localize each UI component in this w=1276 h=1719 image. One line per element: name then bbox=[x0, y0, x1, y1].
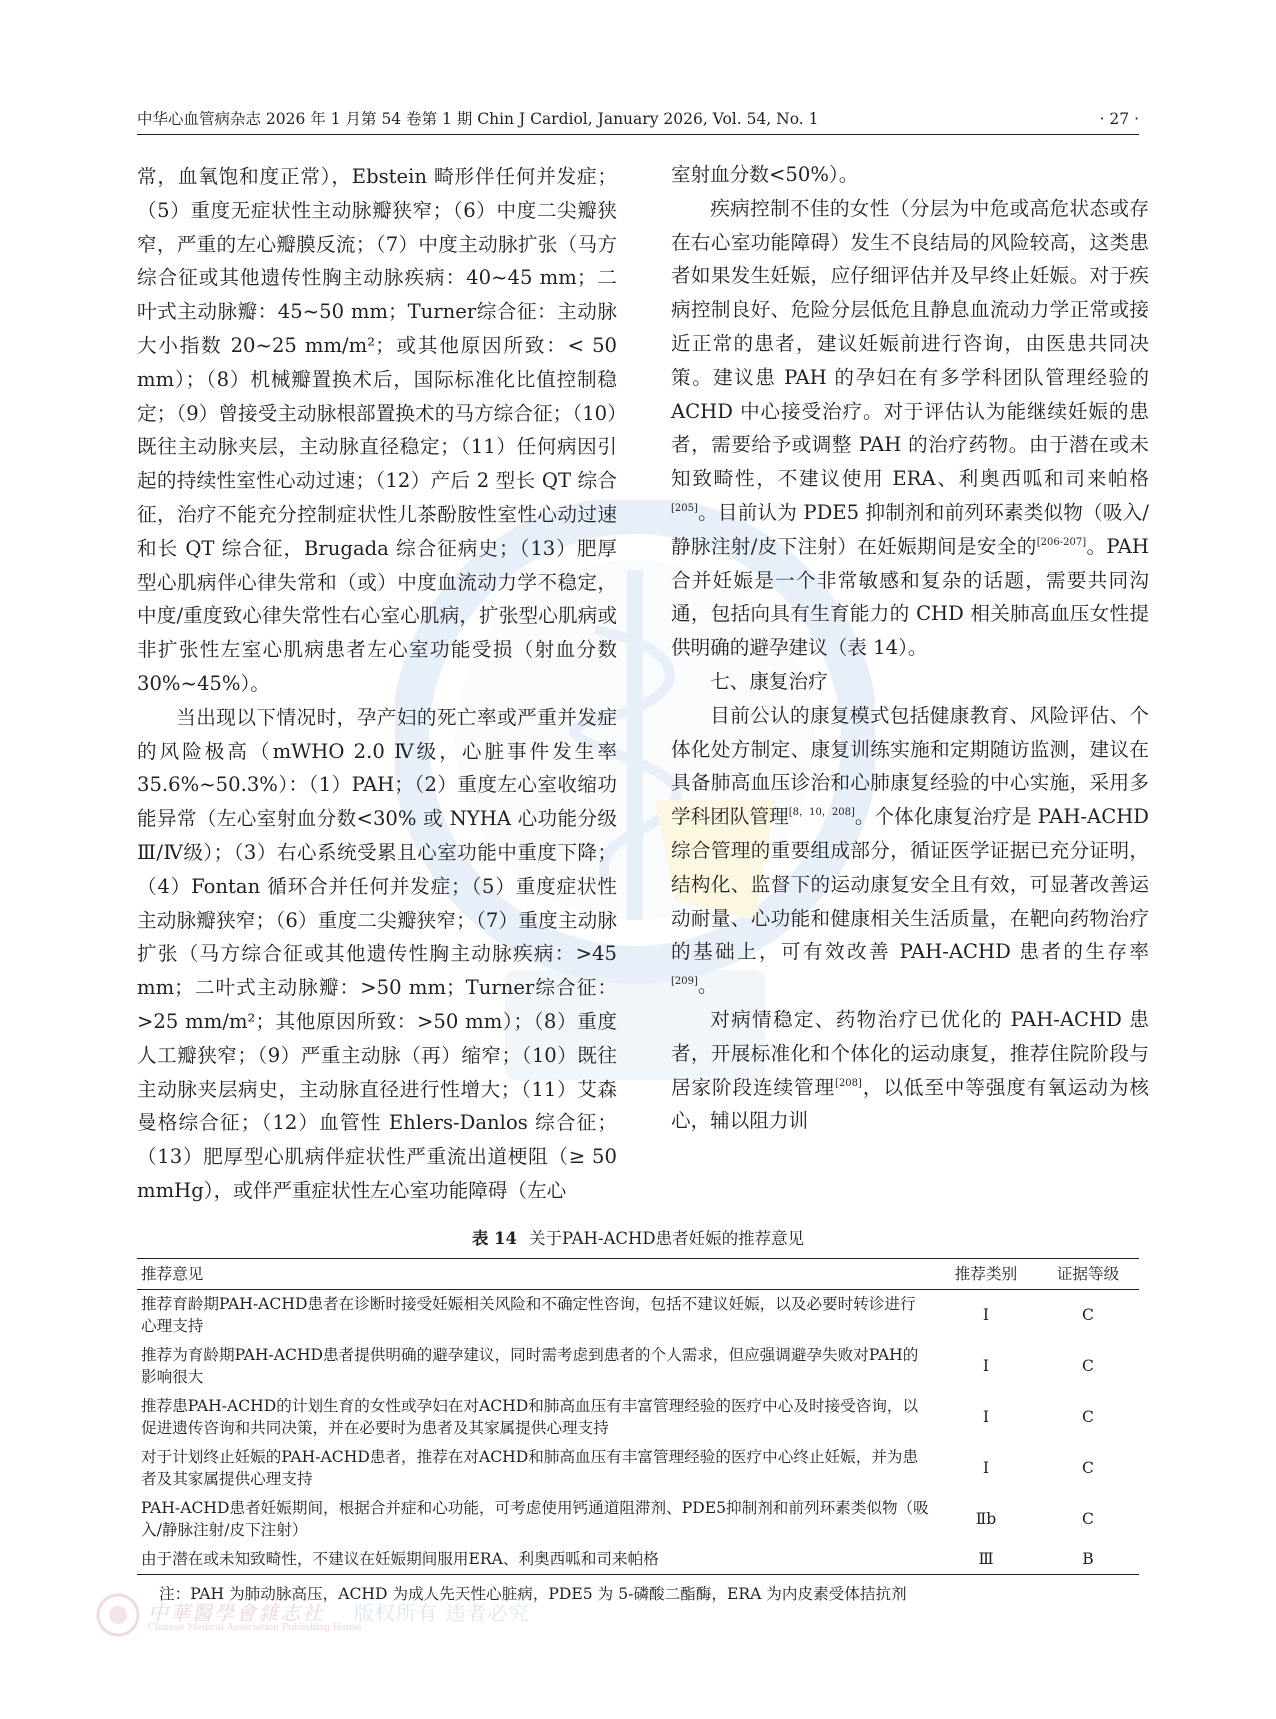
evidence-level: C bbox=[1082, 1408, 1094, 1426]
table-caption bbox=[137, 1228, 1139, 1250]
evidence-level: B bbox=[1082, 1550, 1094, 1568]
recommendation-class: Ⅰ bbox=[982, 1306, 990, 1324]
left-column bbox=[137, 160, 617, 1208]
recommendation-table bbox=[137, 1258, 1139, 1575]
recommendation-text: 对于计划终止妊娠的PAH-ACHD患者，推荐在对ACHD和肺高血压有丰富管理经验的医疗中心终止妊娠，并为患者及其家属提供心理支持 bbox=[141, 1448, 919, 1488]
journal-citation: 中华心血管病杂志 2026 年 1 月第 54 卷第 1 期 Chin J Cardiol, January 2026, Vol. 54, No. 1 bbox=[137, 110, 819, 128]
header-recommendation: 推荐意见 bbox=[141, 1265, 204, 1283]
paragraph-text: 。PAH 合并妊娠是一个非常敏感和复杂的话题，需要共同沟通，包括向具有生育能力的 CHD 相关肺高血压女性提供明确的避孕建议（表 14）。 bbox=[671, 534, 1150, 660]
right-paragraph-2 bbox=[671, 192, 1149, 665]
recommendation-class: Ⅰ bbox=[982, 1408, 990, 1426]
recommendation-class: Ⅰ bbox=[982, 1357, 990, 1375]
recommendation-text: 推荐为育龄期PAH-ACHD患者提供明确的避孕建议，同时需考虑到患者的个人需求，但应强调避孕失败对PAH的影响很大 bbox=[141, 1346, 919, 1386]
header-level: 证据等级 bbox=[1056, 1265, 1120, 1283]
paragraph-text: 。 bbox=[697, 974, 718, 998]
table-label: 表 14 bbox=[471, 1229, 518, 1248]
header-class: 推荐类别 bbox=[954, 1265, 1018, 1283]
right-paragraph-1: 室射血分数<50%）。 bbox=[671, 163, 859, 186]
table-row bbox=[137, 1443, 1139, 1494]
citation: [205] bbox=[671, 502, 698, 514]
right-paragraph-4 bbox=[671, 1003, 1149, 1138]
recommendation-text: 推荐患PAH-ACHD的计划生育的女性或孕妇在对ACHD和肺高血压有丰富管理经验的医疗中心及时接受咨询，以促进遗传咨询和共同决策，并在必要时为患者及其家属提供心理支持 bbox=[141, 1397, 919, 1437]
recommendation-text: 由于潜在或未知致畸性，不建议在妊娠期间服用ERA、利奥西呱和司来帕格 bbox=[141, 1550, 659, 1568]
paragraph-text: 疾病控制不佳的女性（分层为中危或高危状态或存在右心室功能障碍）发生不良结局的风险较高，这类患者如果发生妊娠，应仔细评估并及早终止妊娠。对于疾病控制良好、危险分层低危且静息血流动力学正常或接近正常的患者，建议妊娠前进行咨询，由医患共同决策。建议患 PAH 的孕妇在有多学科团队管理经验的 ACHD 中心接受治疗。对于评估认为能继续妊娠的患者，需要给予或调整 PAH 的治疗药物。由于潜在或未知致畸性，不建议使用 ERA、利奥西呱和司来帕格 bbox=[671, 196, 1149, 491]
table-note: 注：PAH 为肺动脉高压，ACHD 为成人先天性心脏病，PDE5 为 5-磷酸二酯酶，ERA 为内皮素受体拮抗剂 bbox=[159, 1585, 907, 1603]
citation: [8，10，208] bbox=[788, 807, 855, 819]
table-header-row bbox=[137, 1259, 1139, 1290]
table-row bbox=[137, 1494, 1139, 1545]
table-row bbox=[137, 1392, 1139, 1443]
recommendation-text: PAH-ACHD患者妊娠期间，根据合并症和心功能，可考虑使用钙通道阻滞剂、PDE5抑制剂和前列环素类似物（吸入/静脉注射/皮下注射） bbox=[141, 1499, 929, 1539]
publisher-watermark bbox=[88, 1591, 588, 1641]
evidence-level: C bbox=[1082, 1306, 1094, 1324]
publisher-name: 中華醫學會雜志社 bbox=[148, 1601, 324, 1625]
publisher-name-en: Chinese Medical Association Publishing House bbox=[148, 1623, 362, 1633]
citation: [206-207] bbox=[1036, 536, 1087, 548]
right-paragraph-3 bbox=[671, 699, 1149, 1003]
paragraph-text: 目前公认的康复模式包括健康教育、风险评估、个体化处方制定、康复训练实施和定期随访监测，建议在具备肺高血压诊治和心肺康复经验的中心实施，采用多学科团队管理 bbox=[671, 703, 1149, 829]
section-heading: 七、康复治疗 bbox=[710, 669, 828, 693]
left-paragraph-2: 当出现以下情况时，孕产妇的死亡率或严重并发症的风险极高（mWHO 2.0 Ⅳ级，心脏事件发生率 35.6%~50.3%）：（1）PAH；（2）重度左心室收缩功能异常（左心室射血分数<30% 或 NYHA 心功能分级Ⅲ/Ⅳ级）；（3）右心系统受累且心室功能中重度下降；（4）Fontan 循环合并任何并发症；（5）重度症状性主动脉瓣狭窄；（6）重度二尖瓣狭窄；（7）重度主动脉扩张（马方综合征或其他遗传性胸主动脉疾病：>45 mm；二叶式主动脉瓣：>50 mm；Turner综合征：>25 mm/m²；其他原因所致：>50 mm）；（8）重度人工瓣狭窄；（9）严重主动脉（再）缩窄；（10）既往主动脉夹层病史，主动脉直径进行性增大；（11）艾森曼格综合征；（12）血管性 Ehlers-Danlos 综合征；（13）肥厚型心肌病伴症状性严重流出道梗阻（≥ 50 mmHg），或伴严重症状性左心室功能障碍（左心 bbox=[137, 705, 617, 1202]
running-header bbox=[137, 104, 1139, 135]
paragraph-text: 对病情稳定、药物治疗已优化的 PAH-ACHD 患者，开展标准化和个体化的运动康复，推荐住院阶段与居家阶段连续管理 bbox=[671, 1007, 1149, 1099]
paragraph-text: ，以低至中等强度有氧运动为核心，辅以阻力训 bbox=[671, 1075, 1150, 1133]
right-column bbox=[671, 158, 1149, 1138]
publisher-logo-icon bbox=[96, 1593, 140, 1637]
table-row bbox=[137, 1341, 1139, 1392]
table-title: 关于PAH-ACHD患者妊娠的推荐意见 bbox=[529, 1229, 805, 1248]
recommendation-class: Ⅰ bbox=[982, 1459, 990, 1477]
table-row bbox=[137, 1545, 1139, 1575]
citation: [208] bbox=[835, 1077, 862, 1089]
recommendation-class: Ⅲ bbox=[978, 1550, 994, 1568]
left-paragraph-1: 常，血氧饱和度正常），Ebstein 畸形伴任何并发症；（5）重度无症状性主动脉瓣狭窄；（6）中度二尖瓣狭窄，严重的左心瓣膜反流；（7）中度主动脉扩张（马方综合征或其他遗传性胸主动脉疾病：40~45 mm；二叶式主动脉瓣：45~50 mm；Turner综合征：主动脉大小指数 20~25 mm/m²；或其他原因所致：< 50 mm）；（8）机械瓣置换术后，国际标准化比值控制稳定；（9）曾接受主动脉根部置换术的马方综合征；（10）既往主动脉夹层，主动脉直径稳定；（11）任何病因引起的持续性室性心动过速；（12）产后 2 型长 QT 综合征，治疗不能充分控制症状性儿茶酚胺性室性心动过速和长 QT 综合征，Brugada 综合征病史；（13）肥厚型心肌病伴心律失常和（或）中度血流动力学不稳定，中度/重度致心律失常性右心室心肌病，扩张型心肌病或非扩张性左室心肌病患者左心室功能受损（射血分数 30%~45%）。 bbox=[137, 165, 617, 695]
evidence-level: C bbox=[1082, 1459, 1094, 1477]
table-row bbox=[137, 1290, 1139, 1342]
paragraph-text: 。个体化康复治疗是 PAH-ACHD 综合管理的重要组成部分，循证医学证据已充分证明，结构化、监督下的运动康复安全且有效，可显著改善运动耐量、心功能和健康相关生活质量，在靶向药物治疗的基础上，可有效改善 PAH-ACHD 患者的生存率 bbox=[671, 805, 1149, 964]
page-number: · 27 · bbox=[1099, 110, 1139, 128]
evidence-level: C bbox=[1082, 1357, 1094, 1375]
recommendation-text: 推荐育龄期PAH-ACHD患者在诊断时接受妊娠相关风险和不确定性咨询，包括不建议妊娠，以及必要时转诊进行心理支持 bbox=[141, 1295, 916, 1335]
evidence-level: C bbox=[1082, 1510, 1094, 1528]
copyright-slogan: 版权所有 违者必究 bbox=[354, 1601, 530, 1625]
paragraph-text: 。目前认为 PDE5 抑制剂和前列环素类似物（吸入/静脉注射/皮下注射）在妊娠期间是安全的 bbox=[671, 500, 1149, 558]
citation: [209] bbox=[671, 976, 698, 988]
recommendation-class: Ⅱb bbox=[975, 1510, 997, 1528]
